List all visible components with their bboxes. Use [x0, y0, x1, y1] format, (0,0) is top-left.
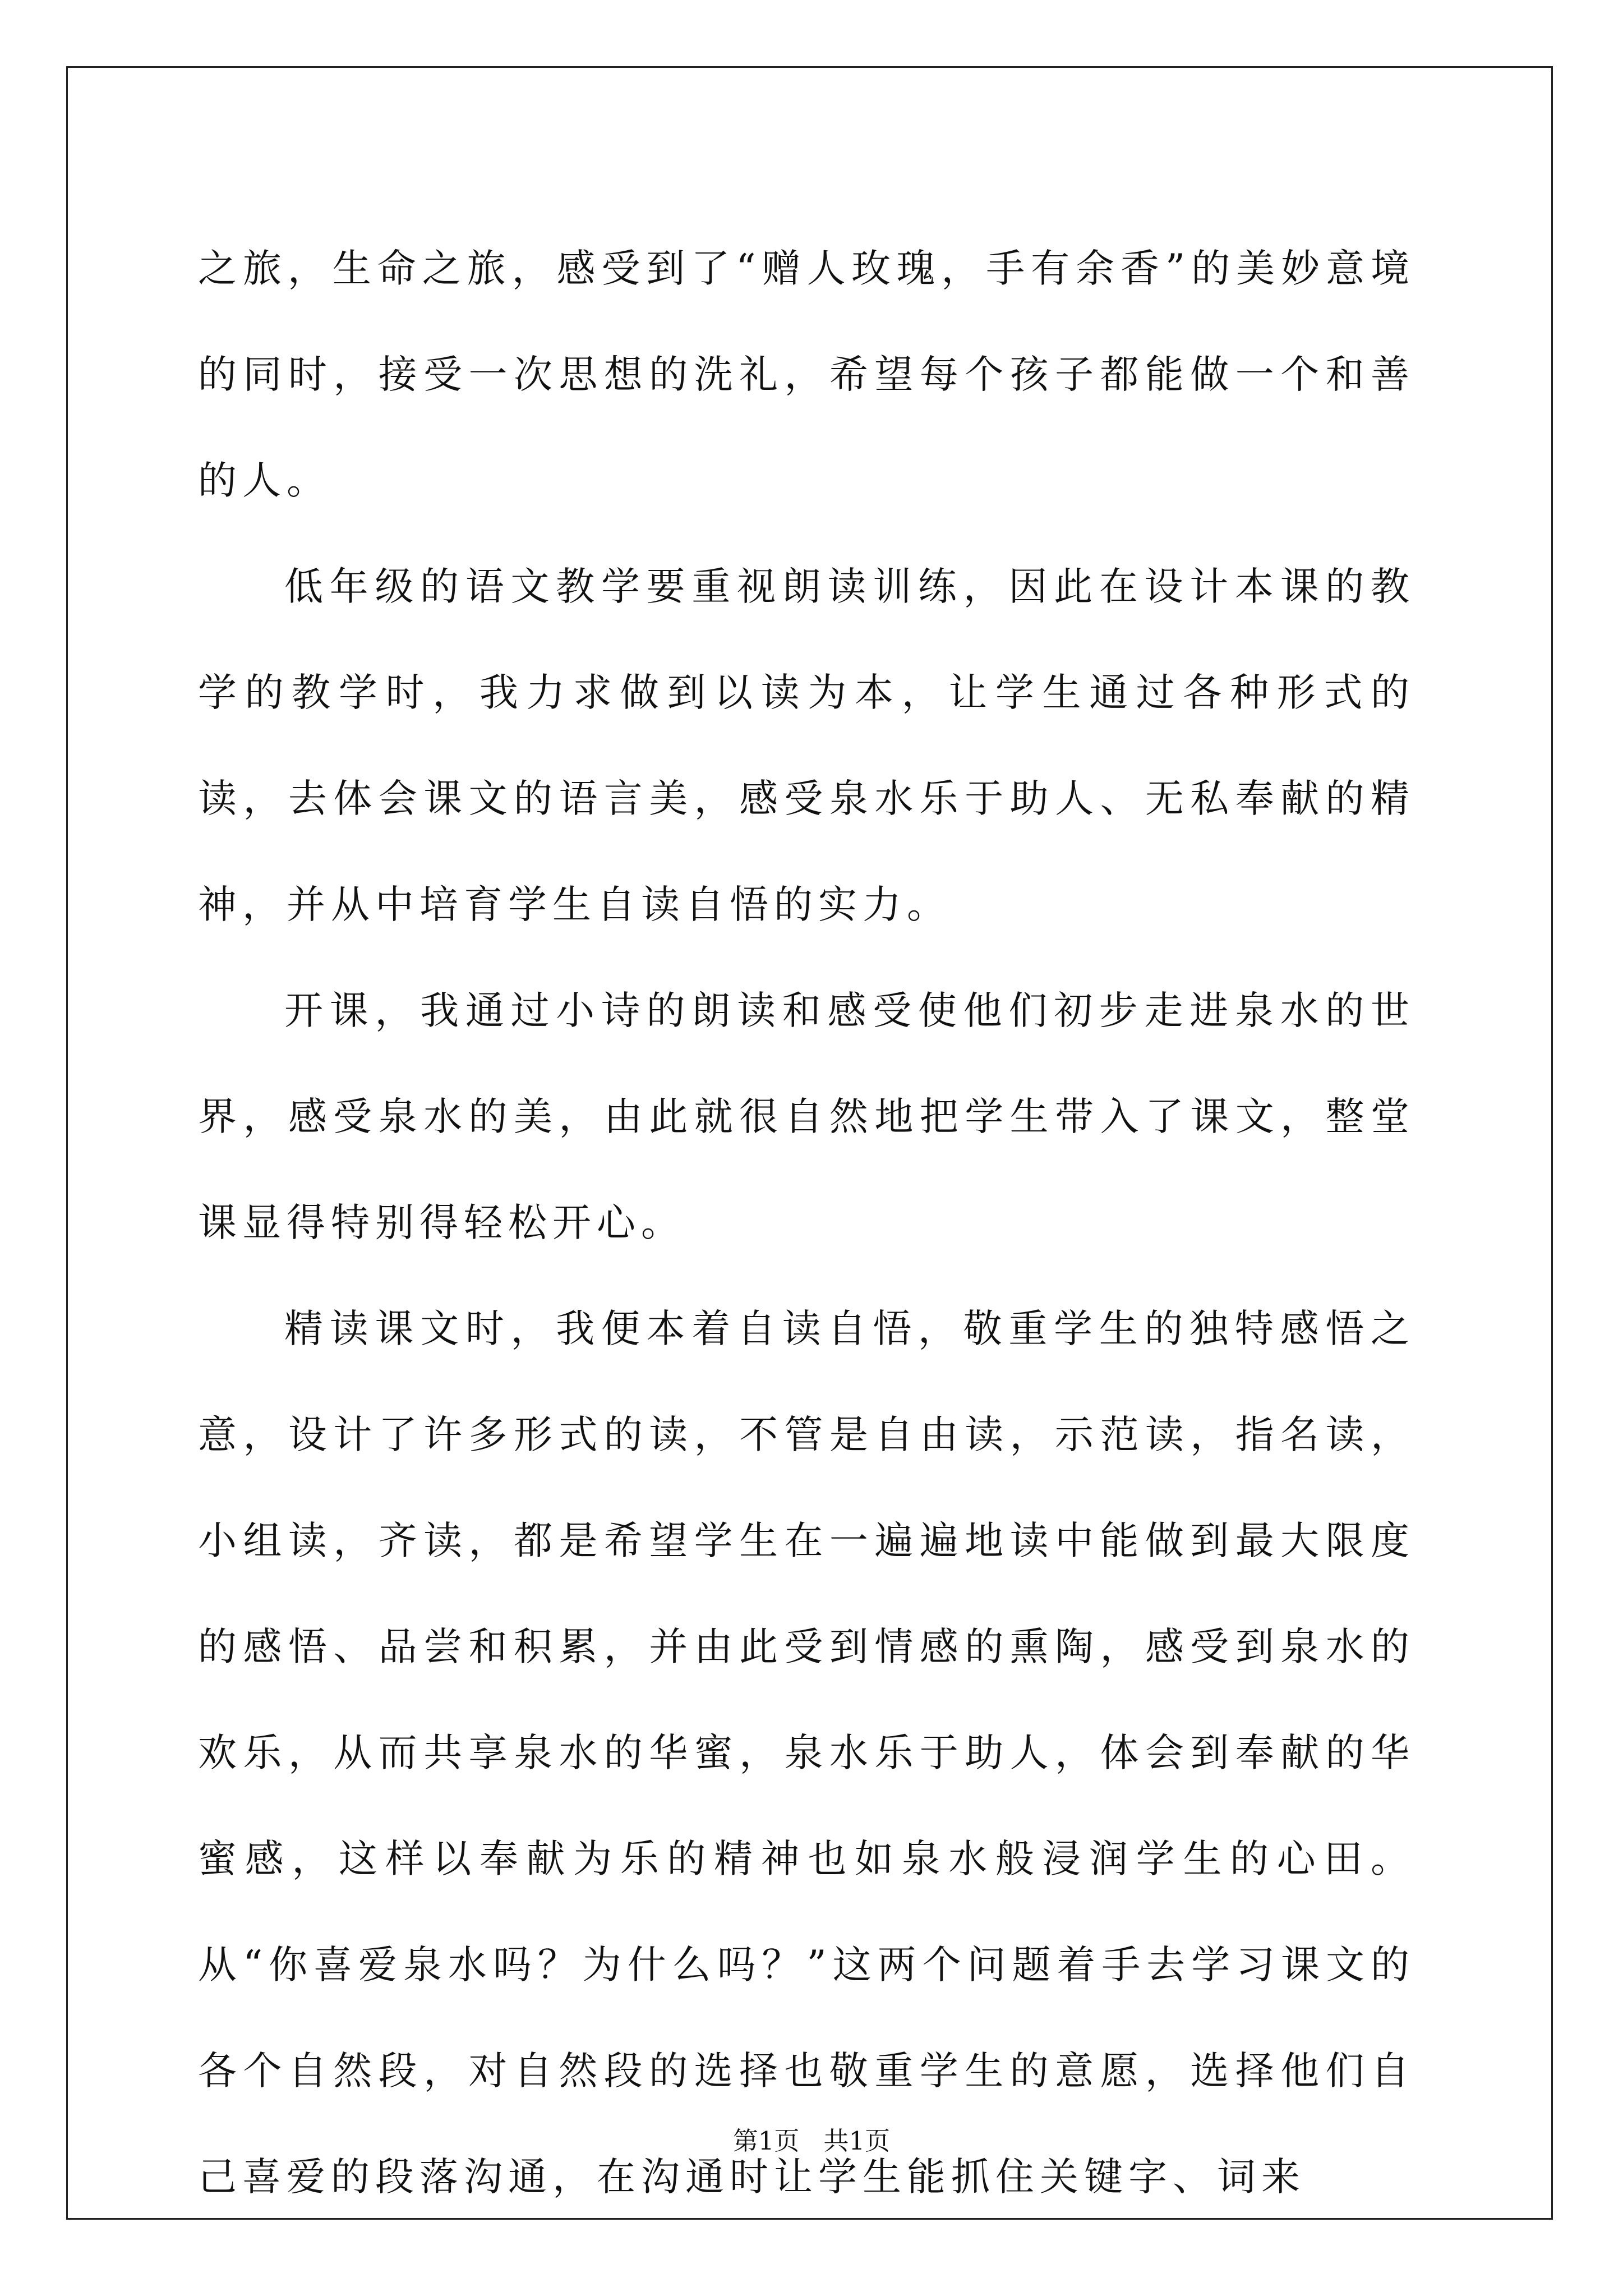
- paragraph-2: 低年级的语文教学要重视朗读训练，因此在设计本课的教学的教学时，我力求做到以读为本，让学生通过各种形式的读，去体会课文的语言美，感受泉水乐于助人、无私奉献的精神，并从中培育学生自读自悟的实力。: [198, 564, 1415, 927]
- paragraph-4: 精读课文时，我便本着自读自悟，敬重学生的独特感悟之意，设计了许多形式的读，不管是自由读，示范读，指名读，小组读，齐读，都是希望学生在一遍遍地读中能做到最大限度的感悟、品尝和积累，并由此受到情感的熏陶，感受到泉水的欢乐，从而共享泉水的华蜜，泉水乐于助人，体会到奉献的华蜜感，这样以奉献为乐的精神也如泉水般浸润学生的心田。从“你喜爱泉水吗？为什么吗？”这两个问题着手去学习课文的各个自然段，对自然段的选择也敬重学生的意愿，选择他们自己喜爱的段落沟通，在沟通时让学生能抓住关键字、词来: [198, 1306, 1415, 2200]
- page-total-label: 共1页: [823, 2126, 891, 2156]
- paragraph-1: 之旅，生命之旅，感受到了“赠人玫瑰，手有余香”的美妙意境的同时，接受一次思想的洗礼，希望每个孩子都能做一个和善的人。: [198, 246, 1415, 503]
- footer-separator: [800, 2126, 824, 2156]
- page-footer: [0, 2124, 1623, 2158]
- page-number-label: 第1页: [732, 2126, 800, 2156]
- paragraph-3: 开课，我通过小诗的朗读和感受使他们初步走进泉水的世界，感受泉水的美，由此就很自然地把学生带入了课文，整堂课显得特别得轻松开心。: [198, 988, 1415, 1245]
- document-body: [198, 216, 1415, 2230]
